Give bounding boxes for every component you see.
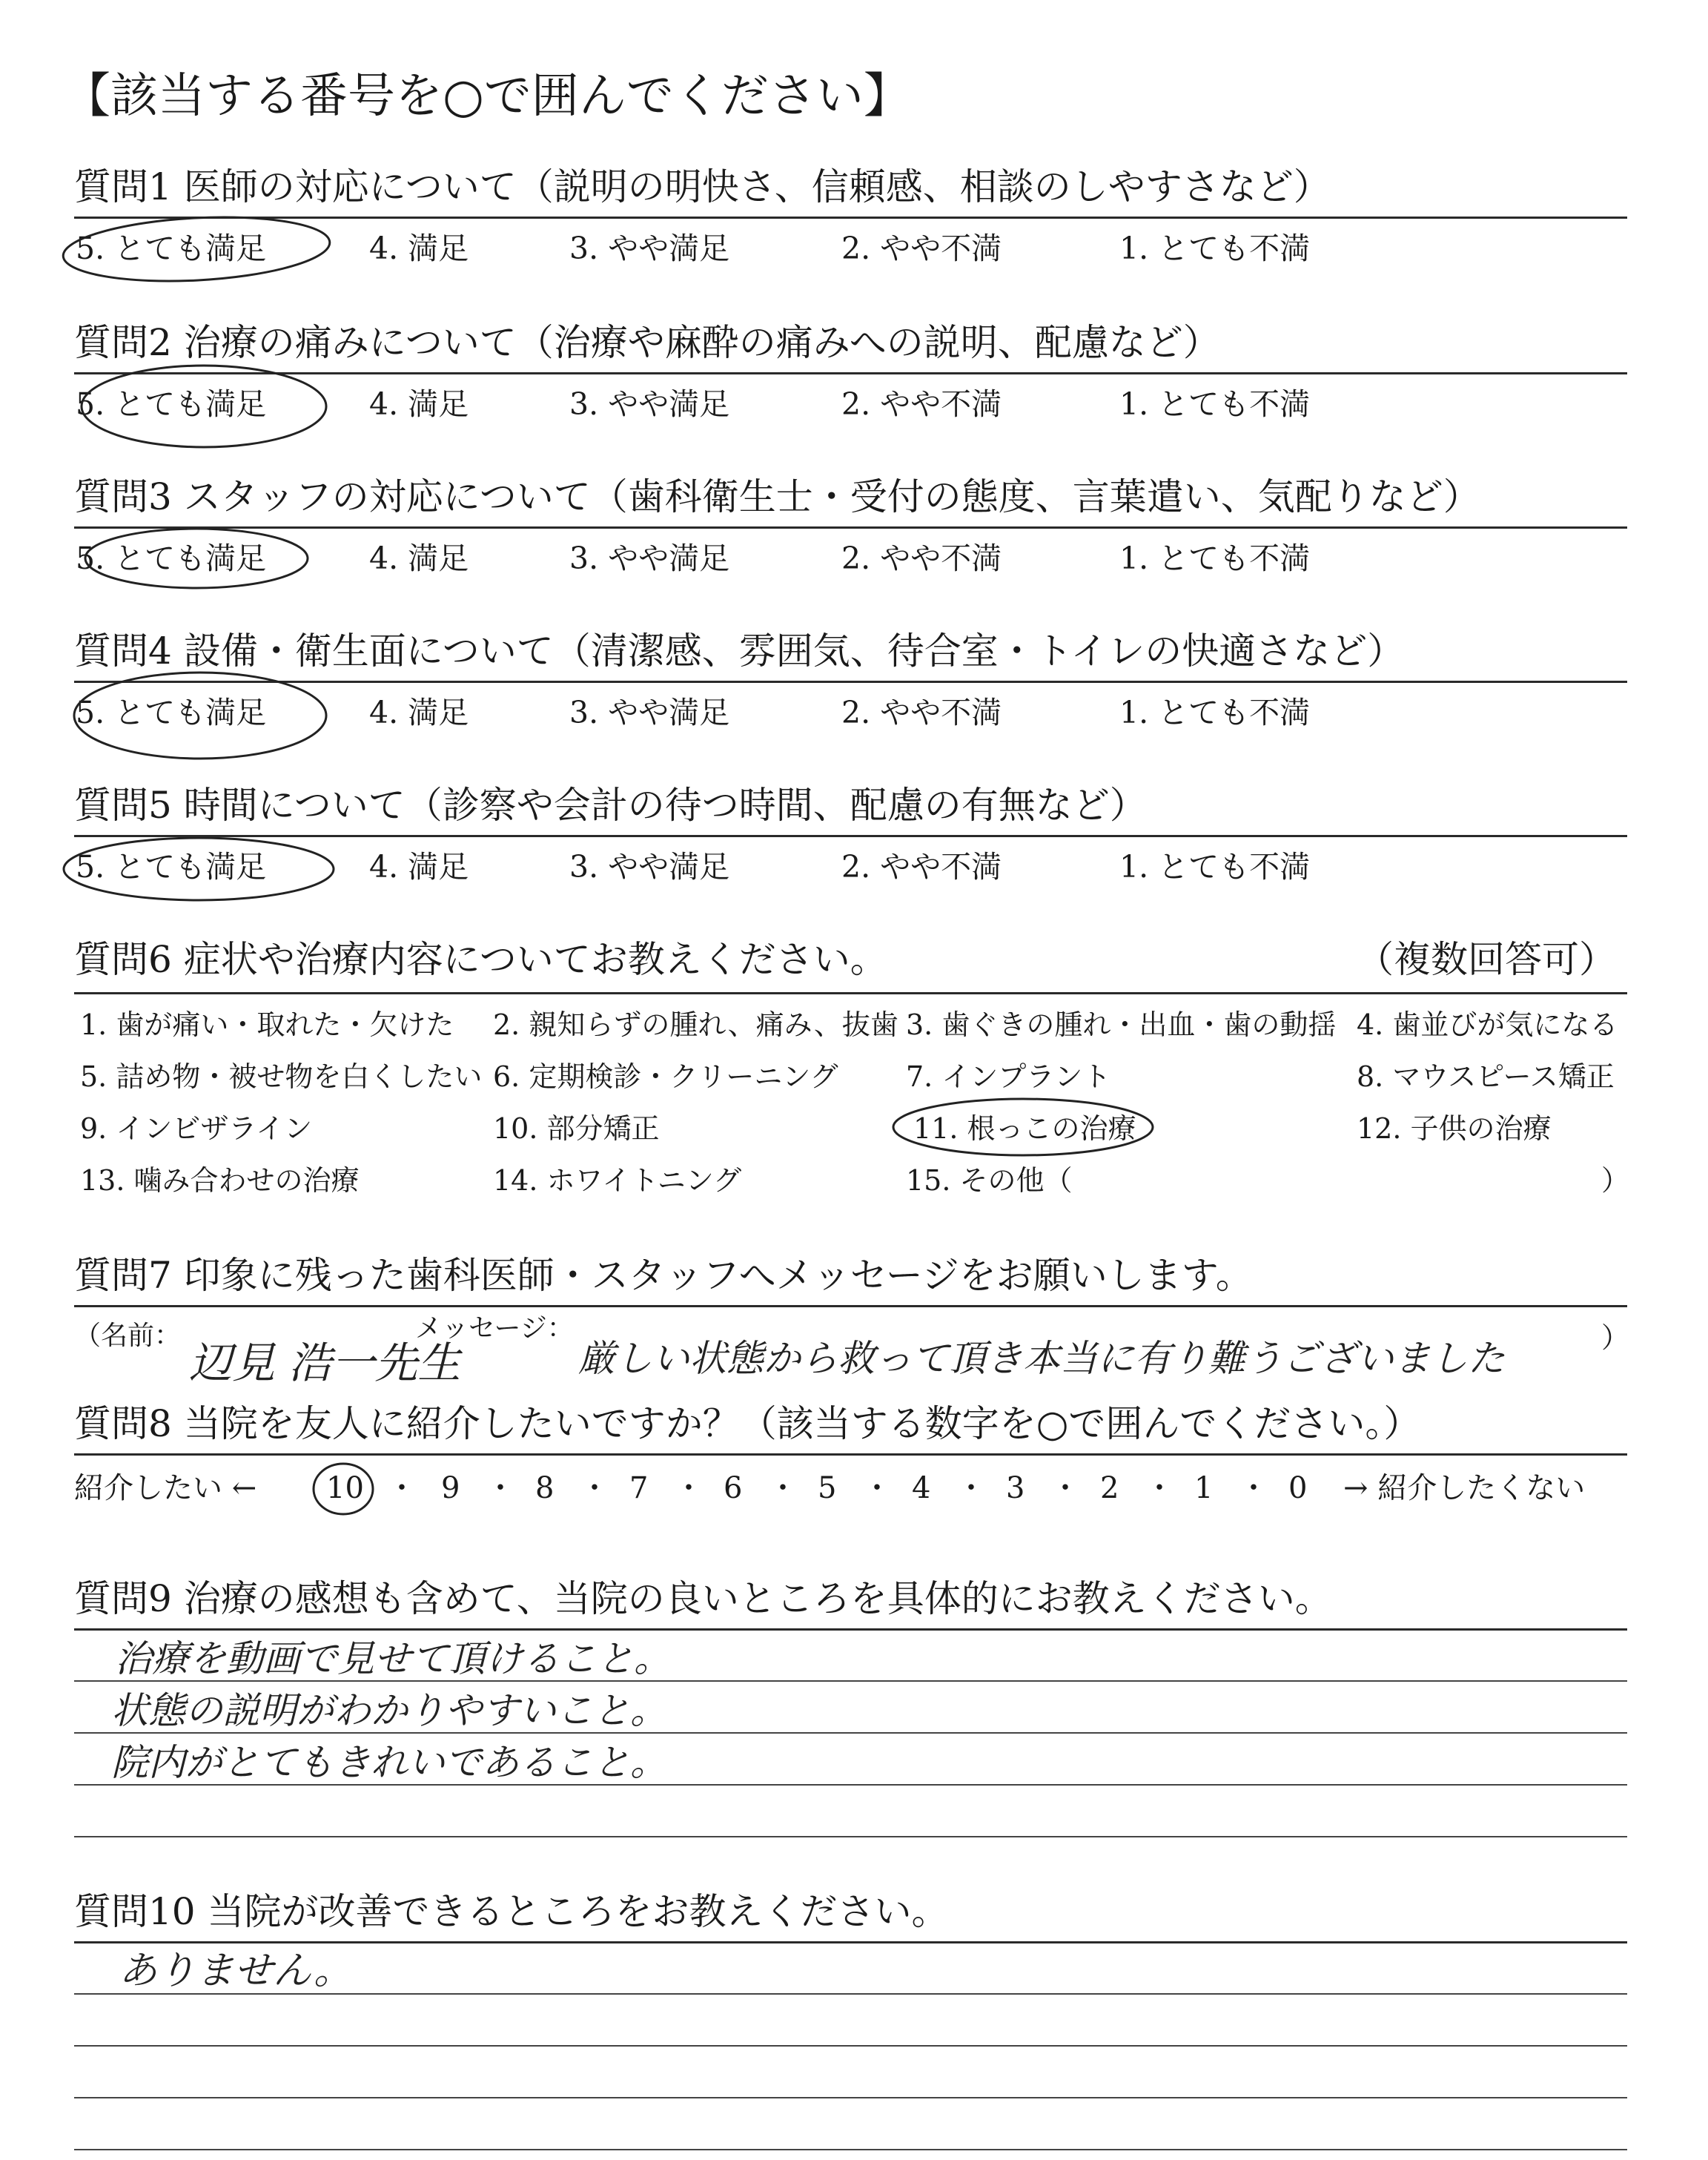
symptom-option[interactable]: 7. インプラント [906,1060,1111,1093]
scale-4[interactable]: 4 [912,1471,931,1505]
other-close-paren: ） [1601,1164,1630,1197]
question-title: 質問7 印象に残った歯科医師・スタッフへメッセージをお願いします。 [74,1254,1253,1297]
divider [74,1305,1627,1307]
scale-dot: ・ [486,1471,515,1505]
option-4[interactable]: 4. 満足 [369,231,469,266]
option-1[interactable]: 1. とても不満 [1119,695,1311,730]
symptom-option[interactable]: 5. 詰め物・被せ物を白くしたい [80,1060,483,1093]
scale-dot: ・ [1239,1471,1268,1505]
scale-0[interactable]: 0 [1288,1471,1308,1505]
option-5[interactable]: 5. とても満足 [76,541,267,576]
option-2[interactable]: 2. やや不満 [841,231,1002,266]
answer-line [74,2045,1627,2047]
symptom-option[interactable]: 6. 定期検診・クリーニング [493,1060,838,1093]
divider [74,217,1627,219]
option-3[interactable]: 3. やや満足 [569,849,730,885]
handwritten-message[interactable]: 厳しい状態から救って頂き本当に有り難うございました [578,1337,1505,1380]
option-5[interactable]: 5. とても満足 [76,386,267,422]
symptom-option[interactable]: 11. 根っこの治療 [913,1112,1136,1145]
divider [74,1941,1627,1943]
scale-7[interactable]: 7 [629,1471,649,1505]
divider [74,992,1627,994]
symptom-option[interactable]: 8. マウスピース矯正 [1357,1060,1615,1093]
question-title: 質問1 医師の対応について（説明の明快さ、信頼感、相談のしやすさなど） [74,165,1331,208]
divider [74,1628,1627,1631]
scale-dot: ・ [862,1471,892,1505]
question-title: 質問4 設備・衛生面について（清潔感、雰囲気、待合室・トイレの快適さなど） [74,630,1405,673]
handwritten-answer-line[interactable]: 治療を動画で見せて頂けること。 [115,1637,671,1680]
handwritten-answer-line[interactable]: ありません。 [119,1949,353,1993]
recommend-left-label: 紹介したい ← [74,1471,257,1505]
scale-dot: ・ [768,1471,798,1505]
option-1[interactable]: 1. とても不満 [1119,386,1311,422]
question-title: 質問3 スタッフの対応について（歯科衛生士・受付の態度、言葉遣い、気配りなど） [74,475,1480,518]
scale-dot: ・ [956,1471,986,1505]
option-1[interactable]: 1. とても不満 [1119,849,1311,885]
symptom-option[interactable]: 3. 歯ぐきの腫れ・出血・歯の動揺 [906,1008,1337,1041]
scale-dot: ・ [387,1471,417,1505]
option-2[interactable]: 2. やや不満 [841,849,1002,885]
question-title: 質問5 時間について（診察や会計の待つ時間、配慮の有無など） [74,784,1147,827]
divider [74,372,1627,374]
scale-dot: ・ [580,1471,609,1505]
scale-3[interactable]: 3 [1006,1471,1025,1505]
option-4[interactable]: 4. 満足 [369,695,469,730]
option-4[interactable]: 4. 満足 [369,386,469,422]
recommend-right-label: → 紹介したくない [1343,1471,1586,1505]
question-title: 質問10 当院が改善できるところをお教えください。 [74,1890,949,1933]
scale-10[interactable]: 10 [326,1471,364,1505]
scale-6[interactable]: 6 [724,1471,743,1505]
scale-5[interactable]: 5 [818,1471,837,1505]
option-4[interactable]: 4. 満足 [369,849,469,885]
option-3[interactable]: 3. やや満足 [569,231,730,266]
scale-1[interactable]: 1 [1194,1471,1214,1505]
option-2[interactable]: 2. やや不満 [841,386,1002,422]
symptom-option[interactable]: 13. 噛み合わせの治療 [80,1164,360,1197]
symptom-option[interactable]: 4. 歯並びが気になる [1357,1008,1618,1041]
question-title: 質問6 症状や治療内容についてお教えください。 [74,938,887,981]
name-label: （名前： [74,1321,182,1351]
option-2[interactable]: 2. やや不満 [841,541,1002,576]
scale-dot: ・ [1050,1471,1080,1505]
option-5[interactable]: 5. とても満足 [76,231,267,266]
option-5[interactable]: 5. とても満足 [76,849,267,885]
answer-line [74,2149,1627,2150]
divider [74,526,1627,529]
question-title: 質問9 治療の感想も含めて、当院の良いところを具体的にお教えください。 [74,1577,1332,1620]
option-3[interactable]: 3. やや満足 [569,541,730,576]
answer-line [74,1836,1627,1837]
symptom-option[interactable]: 12. 子供の治療 [1357,1112,1552,1145]
question-title: 質問8 当院を友人に紹介したいですか？（該当する数字を○で囲んでください。） [74,1402,1421,1445]
symptom-option[interactable]: 10. 部分矯正 [493,1112,660,1145]
option-1[interactable]: 1. とても不満 [1119,231,1311,266]
scale-dot: ・ [674,1471,704,1505]
divider [74,1453,1627,1456]
symptom-option[interactable]: 9. インビザライン [80,1112,313,1145]
option-5[interactable]: 5. とても満足 [76,695,267,730]
symptom-option[interactable]: 15. その他（ [906,1164,1073,1197]
page-header: 【該当する番号を○で囲んでください】 [63,69,911,124]
scale-9[interactable]: 9 [441,1471,460,1505]
option-3[interactable]: 3. やや満足 [569,386,730,422]
symptom-option[interactable]: 14. ホワイトニング [493,1164,742,1197]
handwritten-name[interactable]: 辺見 浩一先生 [189,1338,461,1388]
handwritten-answer-line[interactable]: 院内がとてもきれいであること。 [111,1741,667,1784]
option-3[interactable]: 3. やや満足 [569,695,730,730]
message-close-paren: ） [1601,1321,1630,1354]
handwritten-answer-line[interactable]: 状態の説明がわかりやすいこと。 [111,1689,667,1732]
multiple-answers-note: （複数回答可） [1357,938,1616,981]
symptom-option[interactable]: 1. 歯が痛い・取れた・欠けた [80,1008,454,1041]
option-2[interactable]: 2. やや不満 [841,695,1002,730]
question-title: 質問2 治療の痛みについて（治療や麻酔の痛みへの説明、配慮など） [74,321,1220,364]
scale-dot: ・ [1145,1471,1174,1505]
answer-line [74,2097,1627,2098]
divider [74,681,1627,683]
option-1[interactable]: 1. とても不満 [1119,541,1311,576]
message-label: メッセージ： [415,1313,574,1344]
scale-2[interactable]: 2 [1100,1471,1119,1505]
divider [74,835,1627,837]
option-4[interactable]: 4. 満足 [369,541,469,576]
scale-8[interactable]: 8 [535,1471,555,1505]
symptom-option[interactable]: 2. 親知らずの腫れ、痛み、抜歯 [493,1008,898,1041]
